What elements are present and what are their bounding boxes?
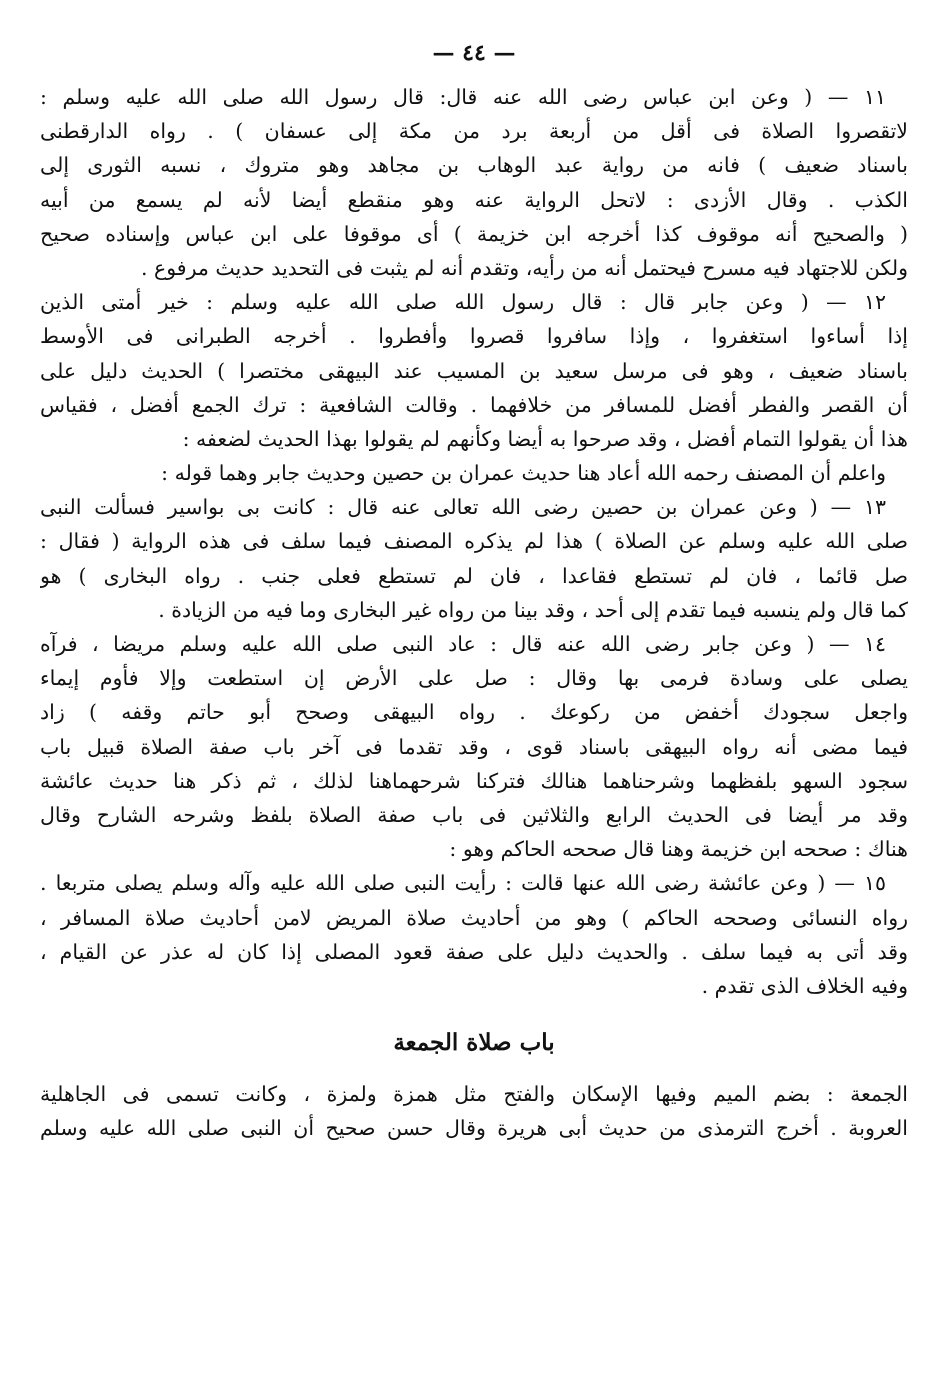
text-line: وقد أتى به فيما سلف . والحديث دليل على صفة قعود المصلى إذا كان له عذر عن القيام ، bbox=[40, 939, 908, 964]
text-line: كما قال ولم ينسبه فيما تقدم إلى أحد ، وقد بينا من رواه غير البخارى وما فيه من الزيادة . bbox=[158, 597, 908, 622]
page-number: — ٤٤ — bbox=[432, 40, 516, 66]
text-line: الجمعة : بضم الميم وفيها الإسكان والفتح مثل همزة ولمزة ، وكانت تسمى فى الجاهلية bbox=[40, 1082, 908, 1107]
text-line: يصلى على وسادة فرمى بها وقال : صل على الأرض إن استطعت وإلا فأوم إيماء bbox=[40, 666, 908, 691]
text-line: صلى الله عليه وسلم عن الصلاة ) هذا لم يذكره المصنف فيما سلف فى هذه الرواية ( فقال : bbox=[40, 529, 908, 554]
text-line: باسناد ضعيف ، وهو فى مرسل سعيد بن المسيب عند البيهقى مختصرا ) الحديث دليل على bbox=[40, 358, 908, 383]
text-line: هناك : صححه ابن خزيمة وهنا قال صححه الحاكم وهو : bbox=[449, 837, 908, 862]
text-line: العروبة . أخرج الترمذى من حديث أبى هريرة وقال حسن صحيح أن النبى صلى الله عليه وسلم bbox=[40, 1116, 908, 1141]
text-line: ١٥ — ( وعن عائشة رضى الله عنها قالت : رأيت النبى صلى الله عليه وآله وسلم يصلى متربعا . bbox=[40, 871, 886, 896]
body-text-top bbox=[40, 80, 908, 1003]
text-line: ١٤ — ( وعن جابر رضى الله عنه قال : عاد النبى صلى الله عليه وسلم مريضا ، فرآه bbox=[40, 632, 886, 656]
text-line: ١٣ — ( وعن عمران بن حصين رضى الله تعالى عنه قال : كانت بى بواسير فسألت النبى bbox=[40, 495, 886, 520]
text-line: إذا أساءوا استغفروا ، وإذا سافروا قصروا وأفطروا . أخرجه الطبرانى فى الأوسط bbox=[40, 324, 908, 349]
text-line: صل قائما ، فان لم تستطع فقاعدا ، فان لم تستطع فعلى جنب . رواه البخارى ) هو bbox=[40, 563, 908, 588]
text-line: باسناد ضعيف ) فانه من رواية عبد الوهاب بن مجاهد وهو متروك ، نسبه الثورى إلى bbox=[40, 153, 908, 178]
text-line: وقد مر أيضا فى الحديث الرابع والثلاثين فى باب صفة الصلاة بلفظ وشرحه الشارح وقال bbox=[40, 802, 908, 827]
text-line: رواه النسائى وصححه الحاكم ) وهو من أحاديث صلاة المريض لامن أحاديث صلاة المسافر ، bbox=[40, 905, 908, 930]
text-line: هذا أن يقولوا التمام أفضل ، وقد صرحوا به أيضا وكأنهم لم يقولوا بهذا الحديث لضعفه : bbox=[182, 426, 908, 451]
text-line: ١١ — ( وعن ابن عباس رضى الله عنه قال: قال رسول الله صلى الله عليه وسلم : bbox=[40, 85, 886, 109]
text-line: ( والصحيح أنه موقوف كذا أخرجه ابن خزيمة ) أى موقوفا على ابن عباس وإسناده صحيح bbox=[40, 221, 908, 246]
text-line: وفيه الخلاف الذى تقدم . bbox=[701, 973, 908, 998]
text-line: أن القصر والفطر أفضل للمسافر من خلافهما . وقالت الشافعية : ترك الجمع أفضل ، فقياس bbox=[40, 392, 908, 417]
text-line: لاتقصروا الصلاة فى أقل من أربعة برد من مكة إلى عسفان ) . رواه الدارقطنى bbox=[40, 119, 908, 144]
text-line: واعلم أن المصنف رحمه الله أعاد هنا حديث عمران بن حصين وحديث جابر وهما قوله : bbox=[161, 461, 886, 486]
text-line: الكذب . وقال الأزدى : لاتحل الرواية عنه وهو منقطع أيضا لأنه لم يسمع من أبيه bbox=[40, 187, 908, 212]
book-page bbox=[40, 40, 908, 1145]
text-line: فيما مضى أنه رواه البيهقى باسناد قوى ، وقد تقدما فى آخر باب صفة الصلاة قبيل باب bbox=[40, 734, 908, 759]
text-line: واجعل سجودك أخفض من ركوعك . رواه البيهقى وصحح أبو حاتم وقفه ) زاد bbox=[40, 700, 908, 725]
section-heading: باب صلاة الجمعة bbox=[393, 1029, 555, 1057]
text-line: ١٢ — ( وعن جابر قال : قال رسول الله صلى الله عليه وسلم : خير أمتى الذين bbox=[40, 290, 886, 315]
text-line: ولكن للاجتهاد فيه مسرح فيحتمل أنه من رأيه، وتقدم أنه لم يثبت فى التحديد حديث مرفوع . bbox=[140, 255, 908, 280]
text-line: سجود السهو بلفظهما وشرحناهما هنالك فتركنا شرحهماهنا لذلك ، ثم ذكر هنا حديث عائشة bbox=[40, 768, 908, 793]
body-text-bottom bbox=[40, 1077, 908, 1145]
